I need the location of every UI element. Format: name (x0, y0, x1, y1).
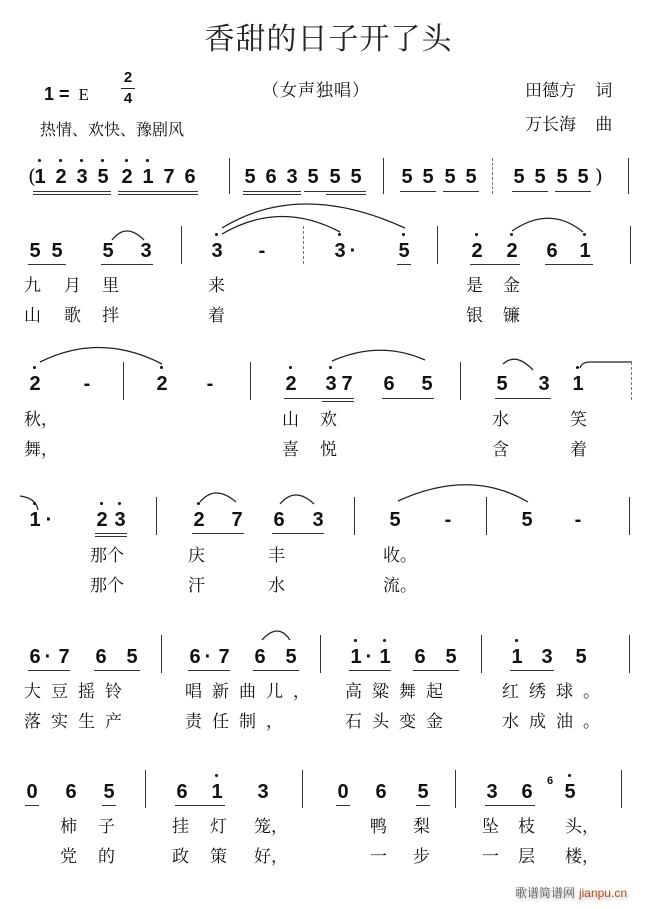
note: 5 (329, 166, 341, 188)
lyric: 金 (503, 276, 520, 296)
note: 6 (176, 781, 188, 803)
lyric: 的 (98, 847, 115, 867)
note: 1 (511, 646, 523, 668)
lyric: 来 (208, 276, 225, 296)
note: 5 (126, 646, 138, 668)
bar-line (302, 770, 303, 808)
note: 6 (29, 646, 41, 668)
lyric: 党 (60, 847, 77, 867)
watermark (515, 884, 627, 901)
lyric: 月 (64, 276, 81, 296)
underline (510, 670, 554, 671)
grace-note: 6 (546, 775, 554, 787)
lyric: 水 (268, 576, 285, 596)
bar-line (630, 226, 631, 264)
composer-role: 曲 (595, 115, 613, 135)
bar-line (621, 770, 622, 808)
underline (28, 670, 70, 671)
bar-line (629, 497, 630, 535)
note: - (258, 240, 266, 262)
lyric: 喜 (282, 440, 299, 460)
underline (101, 264, 153, 265)
note: 6 (383, 373, 395, 395)
note: 1 (379, 646, 391, 668)
note: 5 (577, 166, 589, 188)
note: - (83, 373, 91, 395)
lyric: 庆 (188, 546, 205, 566)
note: 1 (579, 240, 591, 262)
lyric: 石头变金 (345, 712, 453, 732)
lyric: 步 (413, 847, 430, 867)
note: 3 (257, 781, 269, 803)
time-denominator: 4 (123, 90, 133, 107)
note: 7 (231, 509, 243, 531)
note: 5 (534, 166, 546, 188)
underline (94, 670, 140, 671)
note: - (206, 373, 214, 395)
lyricist-credit (525, 76, 612, 101)
bar-line (455, 770, 456, 808)
note: 6 (95, 646, 107, 668)
underline (443, 191, 479, 192)
bar-line (156, 497, 157, 535)
watermark-site: 歌谱简谱网 (514, 886, 575, 900)
bar-line (481, 635, 482, 673)
underline (25, 805, 39, 806)
lyric: 好， (254, 847, 288, 867)
note: 1 (211, 781, 223, 803)
lyric: 策 (210, 847, 227, 867)
note: 6 (189, 646, 201, 668)
bar-line (161, 635, 162, 673)
underline (272, 533, 324, 534)
note: 5 (575, 646, 587, 668)
song-title: 香甜的日子开了头 (204, 22, 453, 57)
underline (175, 805, 225, 806)
note: 5 (389, 509, 401, 531)
bar-line (383, 158, 384, 194)
lyric: 悦 (320, 440, 337, 460)
note: 6 (184, 166, 196, 188)
underline (400, 191, 436, 192)
bar-line (354, 497, 355, 535)
lyric: 舞， (24, 440, 58, 460)
note: 5 (97, 166, 109, 188)
note-dot: · (365, 646, 373, 668)
underline (304, 191, 366, 192)
note: 6 (521, 781, 533, 803)
note: 0 (26, 781, 38, 803)
note: 2 (156, 373, 168, 395)
key-label: 1 = (44, 84, 70, 104)
lyric: 挂 (172, 817, 189, 837)
note: 2 (29, 373, 41, 395)
note: 5 (401, 166, 413, 188)
underline (413, 670, 459, 671)
lyric: 那个 (90, 546, 124, 566)
note: 7 (218, 646, 230, 668)
bar-line (437, 226, 438, 264)
note: - (574, 509, 582, 531)
lyric: 欢 (320, 410, 337, 430)
underline (416, 805, 430, 806)
note: 2 (193, 509, 205, 531)
lyric: 大豆摇铃 (24, 682, 132, 702)
underline (349, 670, 391, 671)
underline (512, 191, 548, 192)
note-dot: · (204, 646, 212, 668)
note: 2 (285, 373, 297, 395)
note: 5 (350, 166, 362, 188)
voice-type: （女声独唱） (262, 81, 370, 101)
lyric: 着 (208, 306, 225, 326)
lyric: 收。 (383, 546, 417, 566)
lyric: 柿 (60, 817, 77, 837)
underline (28, 264, 66, 265)
note: 6 (375, 781, 387, 803)
bar-line (123, 362, 124, 400)
note: 6 (254, 646, 266, 668)
underline (495, 398, 551, 399)
lyric: 政 (172, 847, 189, 867)
note: 1 (572, 373, 584, 395)
note: 5 (465, 166, 477, 188)
lyric: 笼， (254, 817, 288, 837)
lyric: 落实生产 (24, 712, 132, 732)
open-paren: ( (28, 164, 36, 188)
lyric: 灯 (210, 817, 227, 837)
bar-line (181, 226, 182, 264)
note: 3 (76, 166, 88, 188)
note: 5 (244, 166, 256, 188)
note: 5 (496, 373, 508, 395)
underline (95, 533, 127, 534)
note: 3 (541, 646, 553, 668)
lyric: 一 (370, 847, 387, 867)
lyric: 子 (98, 817, 115, 837)
lyric: 那个 (90, 576, 124, 596)
underline (188, 670, 230, 671)
lyricist-role: 词 (595, 81, 613, 101)
lyric: 着 (570, 440, 587, 460)
note: 7 (58, 646, 70, 668)
lyric: 流。 (383, 576, 417, 596)
lyric: 里 (102, 276, 119, 296)
note: 1 (350, 646, 362, 668)
underline (382, 398, 434, 399)
note: 5 (398, 240, 410, 262)
note: 5 (421, 373, 433, 395)
dashed-bar-line (303, 226, 305, 264)
note: 3 (538, 373, 550, 395)
lyric: 汗 (188, 576, 205, 596)
note: 0 (337, 781, 349, 803)
note: 2 (471, 240, 483, 262)
time-signature (120, 70, 136, 107)
note: 5 (417, 781, 429, 803)
underline (243, 194, 301, 195)
underline (102, 805, 116, 806)
note-dot: · (349, 240, 357, 262)
lyric: 九 (24, 276, 41, 296)
dashed-bar-line (492, 158, 494, 194)
dashed-bar-line (631, 362, 633, 400)
note: 7 (163, 166, 175, 188)
note: 5 (29, 240, 41, 262)
bar-line (486, 497, 487, 535)
note: 3 (140, 240, 152, 262)
note: 3 (312, 509, 324, 531)
note: 3 (286, 166, 298, 188)
note: 5 (103, 781, 115, 803)
lyric: 含 (492, 440, 509, 460)
lyric: 楼， (565, 847, 599, 867)
underline (545, 264, 593, 265)
underline (336, 805, 350, 806)
bar-line (460, 362, 461, 400)
note: 5 (102, 240, 114, 262)
lyric: 水成油。 (502, 712, 610, 732)
note: 6 (273, 509, 285, 531)
lyric: 鸭 (370, 817, 387, 837)
note: 1 (142, 166, 154, 188)
time-fraction-bar (121, 88, 135, 89)
note: 1 (29, 509, 41, 531)
bar-line (629, 635, 630, 673)
lyric: 是 (466, 276, 483, 296)
lyric: 梨 (413, 817, 430, 837)
note: 3 (486, 781, 498, 803)
underline (33, 194, 111, 195)
lyric: 秋， (24, 410, 58, 430)
note: 6 (546, 240, 558, 262)
note: 2 (55, 166, 67, 188)
note: 7 (341, 373, 353, 395)
note: 3 (325, 373, 337, 395)
underline (555, 191, 591, 192)
lyric: 拌 (102, 306, 119, 326)
lyric: 丰 (268, 546, 285, 566)
underline (284, 398, 354, 399)
key-signature (44, 84, 89, 105)
bar-line (145, 770, 146, 808)
underline (33, 191, 111, 192)
lyric: 枝 (518, 817, 535, 837)
lyric: 头， (565, 817, 599, 837)
note: 5 (513, 166, 525, 188)
lyric: 银 (466, 306, 483, 326)
lyric: 红绣球。 (502, 682, 610, 702)
underline (470, 264, 520, 265)
lyric: 坠 (482, 817, 499, 837)
bar-line (320, 635, 321, 673)
lyric: 层 (518, 847, 535, 867)
note: 5 (422, 166, 434, 188)
note: 5 (521, 509, 533, 531)
note: 3 (211, 240, 223, 262)
time-numerator: 2 (123, 69, 133, 86)
underline (253, 670, 299, 671)
underline (322, 401, 354, 402)
note-dot: · (44, 646, 52, 668)
lyric: 一 (482, 847, 499, 867)
underline (95, 536, 127, 537)
underline (326, 194, 366, 195)
underline (118, 191, 198, 192)
note: 5 (564, 781, 576, 803)
bar-line (229, 158, 230, 194)
note-dot: · (45, 509, 53, 531)
close-paren: ) (595, 164, 603, 188)
lyric: 歌 (64, 306, 81, 326)
lyric: 镰 (503, 306, 520, 326)
note: 2 (121, 166, 133, 188)
lyric: 笑 (570, 410, 587, 430)
lyric: 责任制， (185, 712, 293, 732)
underline (118, 194, 198, 195)
note: 5 (307, 166, 319, 188)
note: 6 (414, 646, 426, 668)
bar-line (250, 362, 251, 400)
note: 5 (445, 646, 457, 668)
composer-credit (525, 110, 612, 135)
note: 6 (65, 781, 77, 803)
note: 2 (96, 509, 108, 531)
underline (192, 533, 244, 534)
lyric: 唱新曲儿， (185, 682, 320, 702)
note: 2 (506, 240, 518, 262)
underline (485, 805, 535, 806)
lyric: 山 (282, 410, 299, 430)
lyric: 水 (492, 410, 509, 430)
note: 3 (334, 240, 346, 262)
note: 1 (34, 166, 46, 188)
bar-line (628, 158, 629, 194)
note: 5 (556, 166, 568, 188)
note: 3 (114, 509, 126, 531)
lyricist-name: 田德方 (525, 81, 576, 101)
key-note: E (78, 85, 89, 104)
note: 5 (51, 240, 63, 262)
lyric: 山 (24, 306, 41, 326)
watermark-url[interactable]: jianpu.cn (578, 886, 627, 900)
note: - (444, 509, 452, 531)
underline (243, 191, 301, 192)
note: 5 (444, 166, 456, 188)
underline (397, 264, 411, 265)
note: 5 (285, 646, 297, 668)
composer-name: 万长海 (525, 115, 576, 135)
note: 6 (265, 166, 277, 188)
lyric: 高粱舞起 (345, 682, 453, 702)
tempo-marking: 热情、欢快、豫剧风 (40, 120, 185, 139)
